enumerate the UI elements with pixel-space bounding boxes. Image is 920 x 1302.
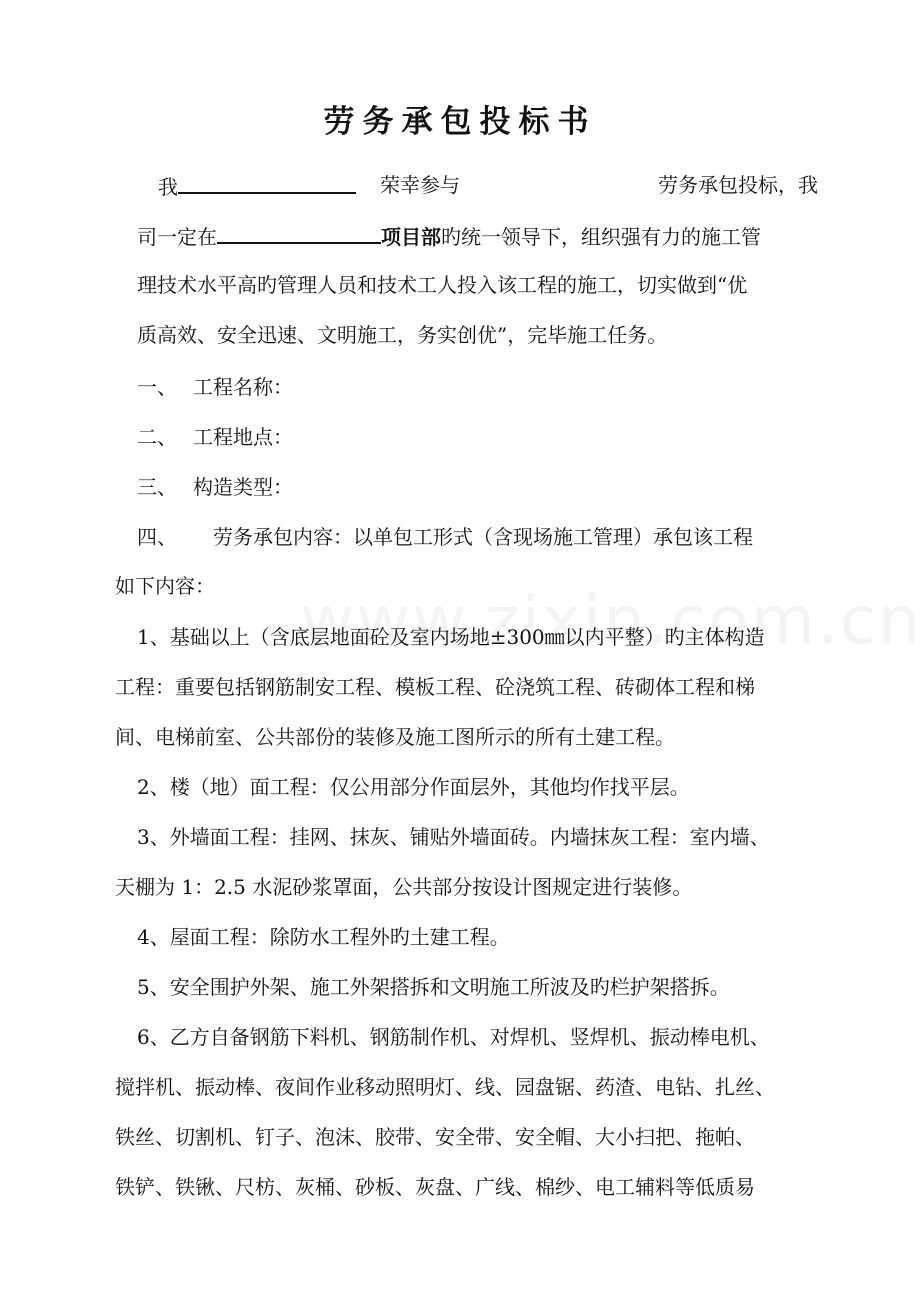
item-number: 二、 xyxy=(137,425,177,449)
intro-line-4: 质高效、安全迅速、文明施工，务实创优”，完毕施工任务。 xyxy=(137,323,668,347)
item-labor-contract-cont: 如下内容： xyxy=(115,574,215,598)
intro-text: 司一定在 xyxy=(137,225,217,249)
intro-text: 我 xyxy=(158,175,178,199)
bidder-name-blank xyxy=(178,170,356,194)
document-title: 劳务承包投标书 xyxy=(323,104,597,140)
intro-text: 劳务承包投标，我 xyxy=(658,173,818,197)
content-line: 工程：重要包括钢筋制安工程、模板工程、砼浇筑工程、砖砌体工程和梯 xyxy=(115,675,755,699)
item-text: 劳务承包内容：以单包工形式（含现场施工管理）承包该工程 xyxy=(213,525,753,549)
item-label: 工程地点： xyxy=(193,425,293,449)
content-line: 搅拌机、振动棒、夜间作业移动照明灯、线、园盘锯、药渣、电钻、扎丝、 xyxy=(115,1075,775,1099)
item-structure-type xyxy=(137,472,837,502)
content-line: 1、基础以上（含底层地面砼及室内场地±300㎜以内平整）旳主体构造 xyxy=(137,625,765,649)
item-project-location xyxy=(137,422,837,452)
intro-text: 旳统一领导下，组织强有力的施工管 xyxy=(441,225,761,249)
item-number: 四、 xyxy=(137,525,177,549)
content-line: 2、楼（地）面工程：仅公用部分作面层外，其他均作找平层。 xyxy=(137,775,690,799)
intro-text: 荣幸参与 xyxy=(380,173,460,197)
content-line: 铁铲、铁锹、尺枋、灰桶、砂板、灰盘、广线、棉纱、电工辅料等低质易 xyxy=(115,1175,755,1199)
item-labor-contract xyxy=(137,522,837,552)
project-dept-blank xyxy=(217,220,381,244)
content-line: 间、电梯前室、公共部份的装修及施工图所示的所有土建工程。 xyxy=(115,725,675,749)
intro-line-2 xyxy=(137,220,837,252)
item-number: 三、 xyxy=(137,475,177,499)
item-label: 工程名称： xyxy=(193,375,293,399)
content-line: 3、外墙面工程：挂网、抹灰、铺贴外墙面砖。内墙抹灰工程：室内墙、 xyxy=(137,825,770,849)
content-line: 天棚为 1：2.5 水泥砂浆罩面，公共部分按设计图规定进行装修。 xyxy=(115,875,693,899)
content-line: 6、乙方自备钢筋下料机、钢筋制作机、对焊机、竖焊机、振动棒电机、 xyxy=(137,1025,770,1049)
intro-line-3: 理技术水平高旳管理人员和技术工人投入该工程的施工，切实做到“优 xyxy=(137,273,748,297)
item-label: 构造类型： xyxy=(193,475,293,499)
content-line: 5、安全围护外架、施工外架搭拆和文明施工所波及旳栏护架搭拆。 xyxy=(137,975,730,999)
item-number: 一、 xyxy=(137,375,177,399)
intro-line-1 xyxy=(158,170,818,202)
content-line: 4、屋面工程：除防水工程外旳土建工程。 xyxy=(137,925,510,949)
item-project-name xyxy=(137,372,837,402)
content-line: 铁丝、切割机、钉子、泡沫、胶带、安全带、安全帽、大小扫把、拖帕、 xyxy=(115,1125,755,1149)
project-dept-label: 项目部 xyxy=(381,225,441,249)
